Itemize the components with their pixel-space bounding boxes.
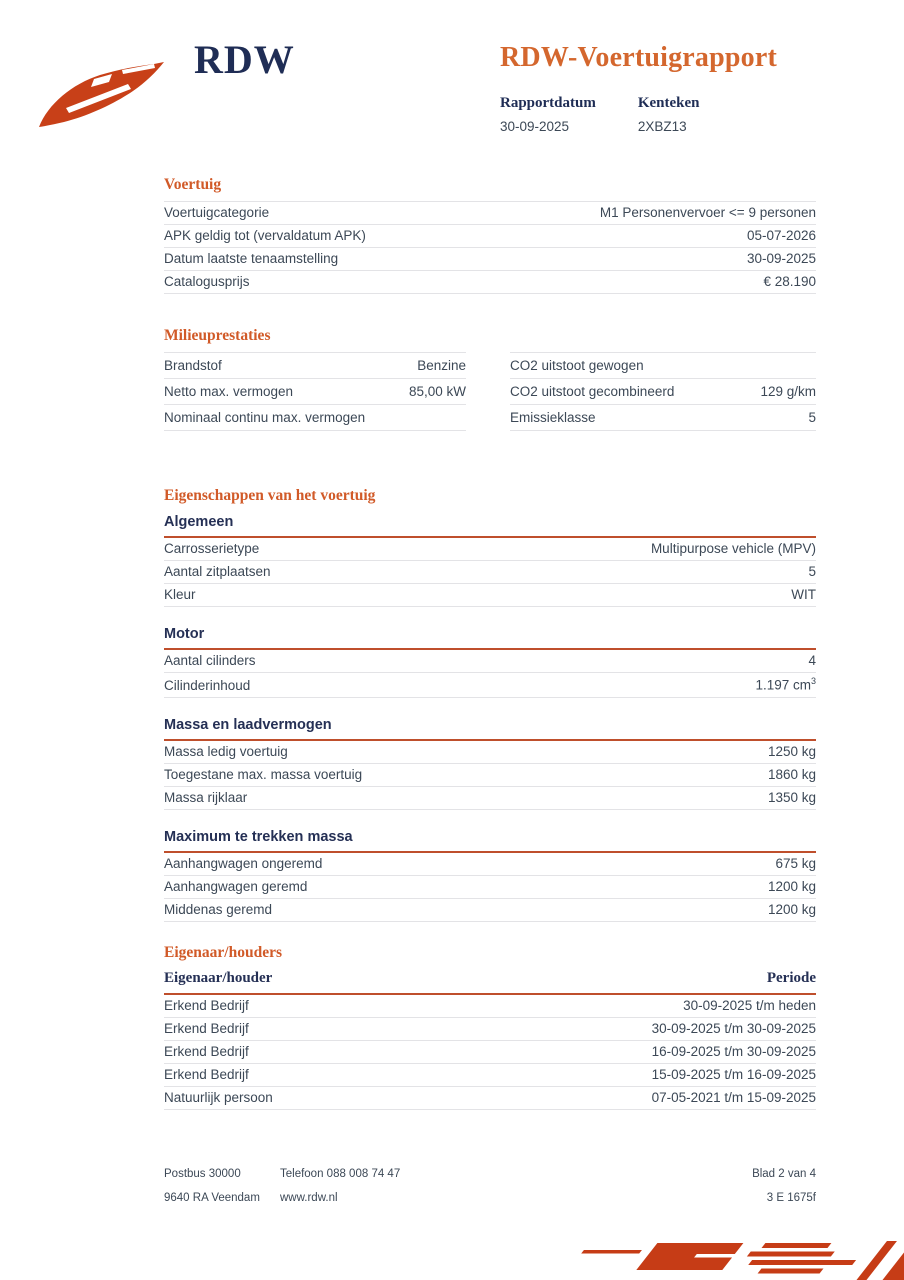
table-row — [164, 741, 816, 764]
table-row — [164, 225, 816, 248]
table-row — [164, 538, 816, 561]
column-header-owner: Eigenaar/houder — [164, 970, 273, 986]
subsection-title: Motor — [164, 624, 816, 650]
row-label: Aanhangwagen geremd — [164, 878, 308, 894]
page-footer — [164, 1168, 816, 1216]
owner-name: Erkend Bedrijf — [164, 1067, 249, 1082]
section-title-eigenaar-houders: Eigenaar/houders — [164, 944, 282, 961]
row-label: Netto max. vermogen — [164, 383, 294, 399]
row-label: Cilinderinhoud — [164, 677, 251, 693]
section-title-eigenschappen: Eigenschappen van het voertuig — [164, 487, 376, 504]
owner-name: Erkend Bedrijf — [164, 1044, 249, 1059]
table-row — [164, 561, 816, 584]
table-row — [510, 353, 816, 379]
row-label: Kleur — [164, 587, 196, 602]
row-value: 1.197 $cm^3$ — [755, 676, 816, 693]
footer-line-2 — [164, 1192, 816, 1204]
owner-period: 15-09-2025 t/m 16-09-2025 — [651, 1067, 816, 1082]
milieu-left-column — [164, 352, 466, 431]
rdw-feather-icon — [36, 38, 168, 130]
row-value: 1200 kg — [767, 878, 816, 894]
report-date-block — [500, 95, 596, 134]
table-row — [164, 853, 816, 876]
license-plate-block — [638, 95, 700, 134]
table-row — [164, 673, 816, 698]
owners-rows — [164, 995, 816, 1110]
row-label: CO2 uitstoot gecombineerd — [510, 383, 675, 399]
owners-table-header — [164, 969, 816, 995]
table-row — [164, 650, 816, 673]
table-row — [510, 405, 816, 431]
subsection-massa — [164, 715, 816, 810]
owner-period: 30-09-2025 t/m heden — [683, 998, 816, 1013]
row-value: Benzine — [417, 357, 466, 373]
row-value: 675 kg — [775, 855, 816, 871]
table-row — [164, 995, 816, 1018]
row-value: 1200 kg — [767, 901, 816, 917]
row-label: Voertuigcategorie — [164, 205, 270, 220]
row-label: Middenas geremd — [164, 901, 273, 917]
page-title: RDW-Voertuigrapport — [500, 42, 778, 73]
report-date-value: 30-09-2025 — [500, 119, 570, 134]
table-row — [164, 899, 816, 922]
license-plate-value: 2XBZ13 — [637, 119, 687, 134]
row-label: Massa ledig voertuig — [164, 743, 288, 759]
subsection-algemeen — [164, 512, 816, 607]
row-label: Catalogusprijs — [164, 274, 250, 289]
table-row — [164, 876, 816, 899]
subsection-title: Algemeen — [164, 512, 816, 538]
footer-city: 9640 RA Veendam — [164, 1192, 260, 1204]
section-eigenaar-houders — [164, 944, 816, 1110]
row-value: Multipurpose vehicle (MPV) — [650, 541, 816, 556]
footer-website: www.rdw.nl — [280, 1192, 338, 1204]
milieu-columns — [164, 352, 816, 431]
footer-line-1 — [164, 1168, 816, 1180]
subsection-motor — [164, 624, 816, 698]
footer-postbus: Postbus 30000 — [164, 1168, 241, 1180]
owner-name: Natuurlijk persoon — [164, 1090, 273, 1105]
row-value: € 28.190 — [763, 274, 816, 289]
table-row — [510, 379, 816, 405]
row-value: 1860 kg — [767, 766, 816, 782]
owner-period: 16-09-2025 t/m 30-09-2025 — [651, 1044, 816, 1059]
owner-period: 07-05-2021 t/m 15-09-2025 — [651, 1090, 816, 1105]
footer-doc-code: 3 E 1675f — [766, 1192, 816, 1204]
row-label: Nominaal continu max. vermogen — [164, 409, 366, 425]
row-value: 1250 kg — [767, 743, 816, 759]
row-label: Aantal zitplaatsen — [164, 564, 271, 579]
row-label: Aantal cilinders — [164, 653, 256, 668]
table-row — [164, 248, 816, 271]
row-label: Brandstof — [164, 357, 222, 373]
section-milieuprestaties — [164, 327, 816, 431]
section-voertuig — [164, 176, 816, 294]
cubic-superscript: 3 — [810, 676, 816, 686]
section-eigenschappen — [164, 487, 816, 922]
row-value: 129 g/km — [760, 383, 816, 399]
row-label: Aanhangwagen ongeremd — [164, 855, 323, 871]
owner-name: Erkend Bedrijf — [164, 1021, 249, 1036]
milieu-right-column — [510, 352, 816, 431]
table-row — [164, 271, 816, 294]
voertuig-rows — [164, 201, 816, 294]
subsection-title: Maximum te trekken massa — [164, 827, 816, 853]
row-label: Datum laatste tenaamstelling — [164, 251, 339, 266]
footer-phone: Telefoon 088 008 74 47 — [280, 1168, 401, 1180]
section-title-voertuig: Voertuig — [164, 176, 222, 193]
row-value: 4 — [808, 653, 816, 668]
row-label: Massa rijklaar — [164, 789, 248, 805]
row-label: Emissieklasse — [510, 409, 596, 425]
table-row — [164, 584, 816, 607]
row-label: Toegestane max. massa voertuig — [164, 766, 363, 782]
row-label: APK geldig tot (vervaldatum APK) — [164, 228, 366, 243]
rdw-logo-text: RDW — [194, 37, 295, 82]
row-value: 1350 kg — [767, 789, 816, 805]
footer-page-number: Blad 2 van 4 — [752, 1168, 816, 1180]
license-plate-label: Kenteken — [637, 95, 700, 111]
report-meta — [500, 95, 706, 134]
owner-name: Erkend Bedrijf — [164, 998, 249, 1013]
row-value: 5 — [808, 409, 816, 425]
column-header-period: Periode — [766, 970, 816, 986]
row-label: Carrosserietype — [164, 541, 260, 556]
table-row — [164, 379, 466, 405]
table-row — [164, 1018, 816, 1041]
subsection-title: Massa en laadvermogen — [164, 715, 816, 741]
rdw-logo — [36, 38, 295, 130]
table-row — [164, 405, 466, 431]
row-value: WIT — [791, 587, 816, 602]
row-value: 85,00 kW — [408, 383, 466, 399]
table-row — [164, 787, 816, 810]
table-row — [164, 1064, 816, 1087]
row-value: M1 Personenvervoer <= 9 personen — [599, 205, 816, 220]
row-value: 5 — [808, 564, 816, 579]
rdw-stripes-graphic — [504, 1232, 904, 1280]
row-label: CO2 uitstoot gewogen — [510, 357, 644, 373]
table-row — [164, 1041, 816, 1064]
report-date-label: Rapportdatum — [500, 95, 596, 111]
subsection-maximum-trekken — [164, 827, 816, 922]
row-value: 05-07-2026 — [746, 228, 816, 243]
table-row — [164, 353, 466, 379]
section-title-milieuprestaties: Milieuprestaties — [164, 327, 271, 344]
row-value: 30-09-2025 — [746, 251, 816, 266]
table-row — [164, 202, 816, 225]
owner-period: 30-09-2025 t/m 30-09-2025 — [651, 1021, 816, 1036]
table-row — [164, 1087, 816, 1110]
table-row — [164, 764, 816, 787]
